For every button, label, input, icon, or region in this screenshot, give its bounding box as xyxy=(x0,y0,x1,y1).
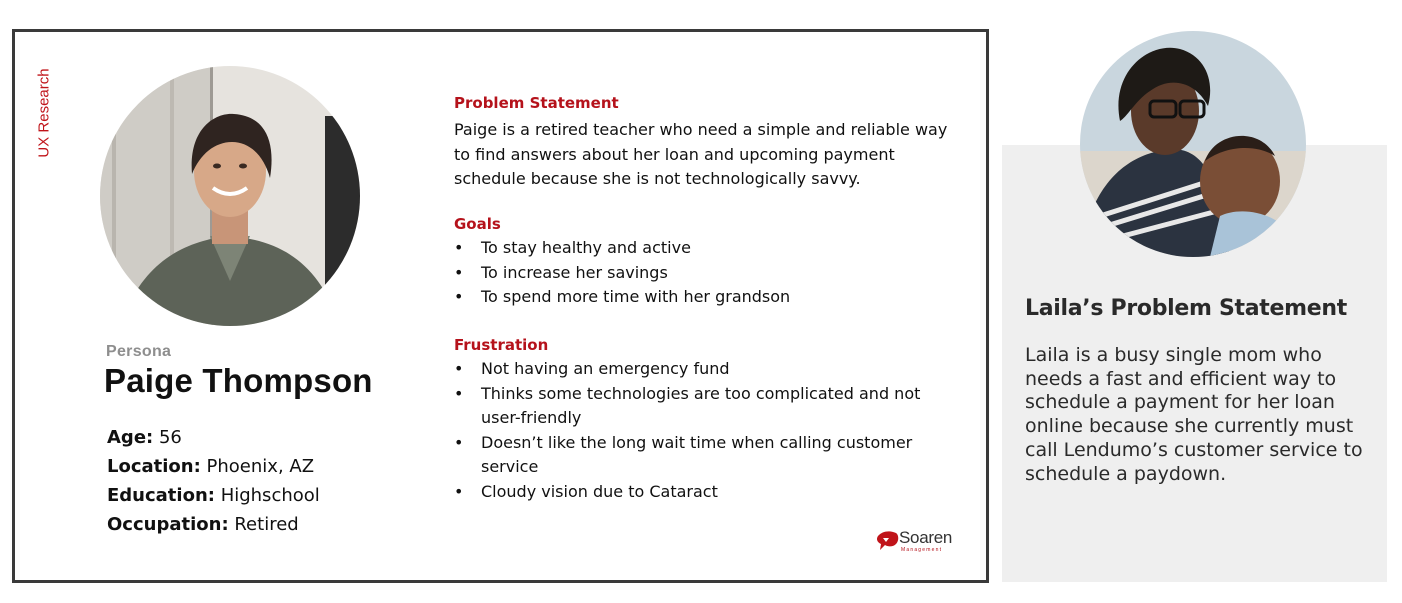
persona-label: Persona xyxy=(106,343,172,360)
laila-text: Laila is a busy single mom who needs a fast and efficient way to schedule a payment for her loan online because she currently must call Lendumo’s customer service to schedule a paydown. xyxy=(1025,344,1363,485)
list-item: • Not having an emergency fund xyxy=(454,357,934,382)
goals-list xyxy=(454,236,954,310)
fact-value: Retired xyxy=(228,514,299,535)
fact-occupation xyxy=(107,510,320,539)
list-item: • To spend more time with her grandson xyxy=(454,285,954,310)
logo-word: Soaren xyxy=(899,528,953,547)
problem-statement-text: Paige is a retired teacher who need a simple and reliable way to find answers about her loan and upcoming payment schedule because she is not technologically savvy. xyxy=(454,120,948,188)
fact-value: Highschool xyxy=(214,485,320,506)
persona-name: Paige Thompson xyxy=(104,362,373,399)
fact-age xyxy=(107,423,320,452)
soaren-logo xyxy=(876,527,966,555)
persona-photo xyxy=(100,66,360,326)
list-item: • To increase her savings xyxy=(454,261,954,286)
fact-location xyxy=(107,452,320,481)
laila-photo-illustration xyxy=(1080,31,1306,257)
frustration-list xyxy=(454,357,934,504)
logo-sub: Management xyxy=(901,547,943,553)
list-item: • Doesn’t like the long wait time when calling customer service xyxy=(454,431,934,480)
frustration-title: Frustration xyxy=(454,336,549,354)
fact-education xyxy=(107,481,320,510)
list-item: • Thinks some technologies are too complicated and not user-friendly xyxy=(454,382,934,431)
fact-label: Education: xyxy=(107,485,215,506)
side-label-text: UX Research xyxy=(35,68,53,158)
list-item: • To stay healthy and active xyxy=(454,236,954,261)
persona-facts xyxy=(107,423,320,539)
goals-title: Goals xyxy=(454,215,501,233)
fact-label: Occupation: xyxy=(107,514,229,535)
fact-value: Phoenix, AZ xyxy=(200,456,315,477)
laila-title: Laila’s Problem Statement xyxy=(1025,296,1347,321)
logo-mark-icon xyxy=(876,530,900,552)
fact-value: 56 xyxy=(153,427,182,448)
side-label xyxy=(34,66,54,160)
laila-photo xyxy=(1080,31,1306,257)
fact-label: Age: xyxy=(107,427,154,448)
problem-statement-title: Problem Statement xyxy=(454,94,619,112)
persona-photo-illustration xyxy=(100,66,360,326)
list-item: • Cloudy vision due to Cataract xyxy=(454,480,934,505)
fact-label: Location: xyxy=(107,456,201,477)
